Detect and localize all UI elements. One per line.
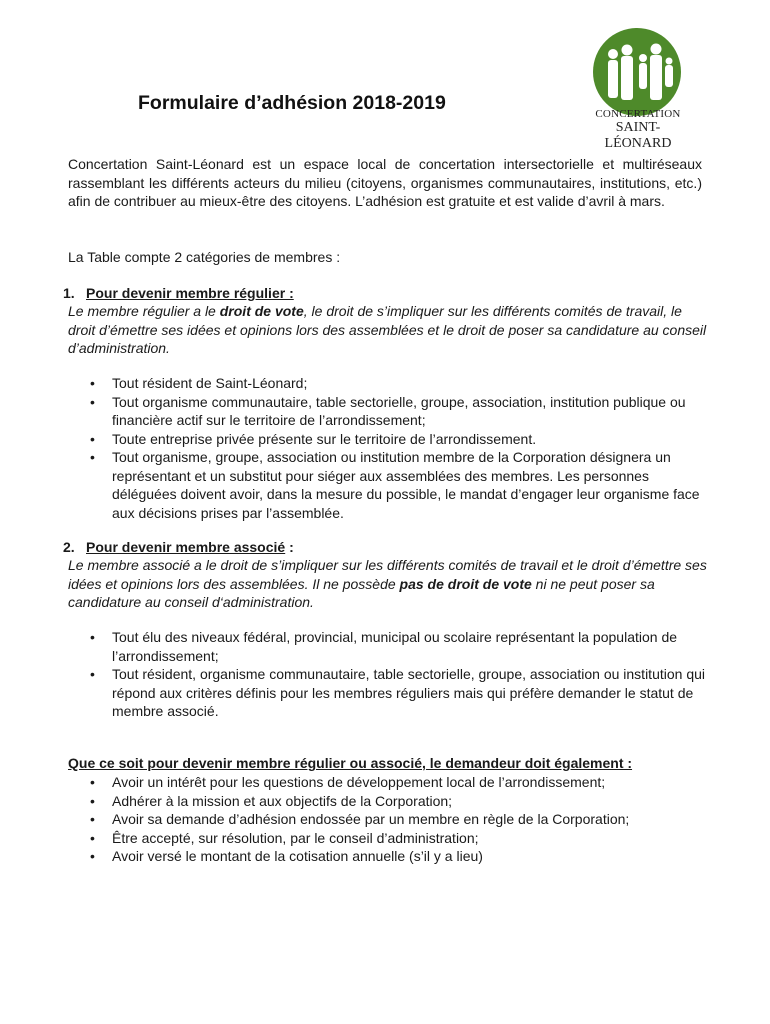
logo-text-line1: CONCERTATION [595, 108, 681, 120]
section1-number: 1. [63, 285, 75, 301]
intro-paragraph: Concertation Saint-Léonard est un espace local de concertation intersectorielle et multiréseaux rassemblant les différents acteurs du milieu (citoyens, organismes communautaires, institutions, etc.) afin de contribuer au mieux-être des citoyens. L’adhésion est gratuite et est valide d’avril à mars. [68, 156, 702, 209]
list-item: • Être accepté, sur résolution, par le conseil d’administration; [88, 829, 708, 848]
section1-description [68, 302, 708, 358]
section1-heading-text: Pour devenir membre régulier : [86, 285, 294, 301]
section2-desc-part-b: ni ne peut poser sa candidature au conseil d‘administration. [68, 575, 655, 610]
section2-heading-suffix: : [285, 539, 294, 555]
list-item: • Tout résident, organisme communautaire, table sectorielle, groupe, association ou institution qui répond aux critères définis pour les membres réguliers mais qui préfère demander le statut de membre associé. [88, 665, 708, 721]
section2-heading-text: Pour devenir membre associé [86, 539, 286, 555]
categories-intro: La Table compte 2 catégories de membres : [68, 249, 341, 265]
logo [583, 28, 693, 151]
list-item: • Avoir versé le montant de la cotisation annuelle (s’il y a lieu) [88, 847, 708, 866]
logo-people-icon [593, 28, 681, 116]
logo-text-line2: SAINT-LÉONARD [604, 120, 672, 151]
requirements-heading: Que ce soit pour devenir membre régulier ou associé, le demandeur doit également : [68, 755, 633, 771]
section2-desc-part-a: Le membre associé a le droit de s’impliquer sur les différents comités de travail et le droit d’émettre ses idées et opinions lors des assemblées. Il ne possède [68, 557, 707, 592]
section2-number: 2. [63, 539, 75, 555]
requirements-list [88, 773, 708, 866]
list-item: • Tout élu des niveaux fédéral, provincial, municipal ou scolaire représentant la population de l’arrondissement; [88, 628, 708, 665]
list-item: • Tout organisme, groupe, association ou institution membre de la Corporation désignera un représentant et un substitut pour siéger aux assemblées des membres. Les personnes déléguées doivent avoir, dans la mesure du possible, le mandat d’engager leur organisme face aux décisions prises par l’assemblée. [88, 448, 708, 522]
section1-heading [63, 285, 294, 301]
list-item: • Toute entreprise privée présente sur le territoire de l’arrondissement. [88, 430, 708, 449]
page-title: Formulaire d’adhésion 2018-2019 [138, 92, 446, 114]
list-item: • Avoir un intérêt pour les questions de développement local de l’arrondissement; [88, 773, 708, 792]
list-item: • Tout résident de Saint-Léonard; [88, 374, 708, 393]
section1-list [88, 374, 708, 522]
section1-desc-part-a: Le membre régulier a le [68, 303, 220, 319]
section2-heading [63, 539, 294, 555]
section1-desc-bold: droit de vote [219, 303, 304, 319]
list-item: • Adhérer à la mission et aux objectifs de la Corporation; [88, 792, 708, 811]
section2-desc-bold: pas de droit de vote [399, 575, 532, 592]
section2-list [88, 628, 708, 721]
section2-description [68, 556, 708, 612]
list-item: • Avoir sa demande d’adhésion endossée par un membre en règle de la Corporation; [88, 810, 708, 829]
list-item: • Tout organisme communautaire, table sectorielle, groupe, association, institution publique ou financière actif sur le territoire de l’arrondissement; [88, 393, 708, 430]
section1-desc-part-b: , le droit de s’impliquer sur les différents comités de travail, le droit d’émettre ses idées et opinions lors des assemblées et le droit de poser sa candidature au conseil d’administration. [68, 303, 707, 356]
